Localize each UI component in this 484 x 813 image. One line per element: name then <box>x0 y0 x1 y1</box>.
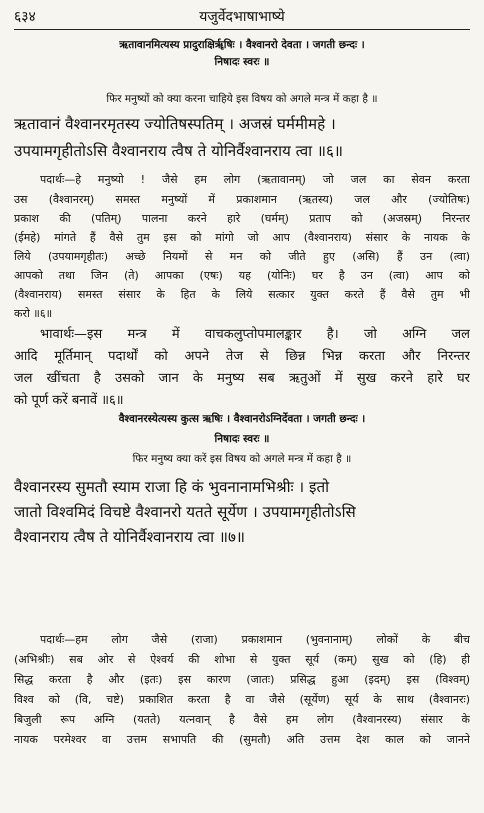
verse-7-line-3: वैश्वानराय त्वैष ते योनिर्वैश्वानराय त्वा ॥७॥ <box>14 528 245 546</box>
padartha-7-line: बिजुली रूप अग्नि (यतते) यत्नवान् है वैसे हम लोग (वैश्वानरस्य) संसार के <box>14 713 470 726</box>
bhavartha-6-line: को पूर्ण करें बनावें ॥६॥ <box>14 393 124 408</box>
page-header <box>14 4 470 28</box>
padartha-6-line: पदार्थः—हे मनुष्यो ! जैसे हम लोग (ऋतावानम्) जो जल का सेवन करता <box>40 173 470 186</box>
padartha-6-line: उस (वैश्वानरम्) समस्त मनुष्यों में प्रकाशमान (ऋतस्य) जल और (ज्योतिषः) <box>14 193 470 206</box>
svara-line-6: निषादः स्वरः ॥ <box>214 56 270 68</box>
header-rule <box>14 29 470 30</box>
svara-line-7: निषादः स्वरः ॥ <box>214 433 270 445</box>
running-title: यजुर्वेदभाषाभाष्ये <box>199 9 285 25</box>
padartha-6-line: करो ॥६॥ <box>14 307 53 320</box>
padartha-7-line: नायक परमेश्वर वा उत्तम सभापति की (सुमतौ) अति उत्तम देश काल को जानने <box>14 733 470 746</box>
padartha-6-line: लिये (उपयामगृहीतः) अच्छे नियमों से मन को जीते हुए (असि) हैं उन (त्वा) <box>14 250 470 263</box>
intro-6: फिर मनुष्यों को क्या करना चाहिये इस विषय को अगले मन्त्र में कहा है ॥ <box>106 93 378 105</box>
padartha-7-line: सिद्ध करता है और (इतः) इस कारण (जातः) प्रसिद्ध हुआ (इदम्) इस (विश्वम्) <box>14 673 470 686</box>
bhavartha-6-line: जल खींचता है उसको जान के मनुष्य सब ऋतुओं में सुख करने हारे घर <box>14 371 470 386</box>
bhavartha-6-line: भावार्थः—इस मन्त्र में वाचकलुप्तोपमालङ्कार है। जो अग्नि जल <box>40 327 470 342</box>
rishi-line-7: वैश्वानरस्येत्यस्य कुत्स ऋषिः । वैश्वानरोऽग्निर्देवता । जगती छन्दः । <box>118 413 366 425</box>
padartha-6-line: (ईमहे) मांगते हैं वैसे तुम इस को मांगो जो आप (वैश्वानराय) संसार के नायक के <box>14 231 470 244</box>
verse-6-line-2: उपयामगृहीतोऽसि वैश्वानराय त्वैष ते योनिर्वैश्वानराय त्वा ॥६॥ <box>14 142 343 160</box>
padartha-7-line: पदार्थः—हम लोग जैसे (राजा) प्रकाशमान (भुवनानाम्) लोकों के बीच <box>40 633 470 646</box>
padartha-6-line: आपको तथा जिन (ते) आपका (एषः) यह (योनिः) घर है उन (त्वा) आप को <box>14 269 470 282</box>
verse-7-line-1: वैश्वानरस्य सुमतौ स्याम राजा हि कं भुवनानामभिश्रीः । इतो <box>14 478 330 496</box>
verse-7-line-2: जातो विश्वमिदं विचष्टे वैश्वानरो यतते सूर्येण । उपयामगृहीतोऽसि <box>14 503 356 521</box>
padartha-7-line: विश्व को (वि, चष्टे) प्रकाशित करता है वा जैसे (सूर्येण) सूर्य के साथ (वैश्वानरः) <box>14 693 470 706</box>
padartha-6-line: (वैश्वानराय) समस्त संसार के हित के लिये सत्कार युक्त करते हैं वैसे तुम भी <box>14 288 470 301</box>
rishi-line-6: ऋतावानमित्यस्य प्रादुराक्षिर्ॠषिः । वैश्वानरो देवता । जगती छन्दः । <box>119 39 365 51</box>
padartha-7-line: (अभिश्रीः) सब ओर से ऐश्वर्य की शोभा से युक्त सूर्य (कम्) सुख को (हि) ही <box>14 653 470 666</box>
bhavartha-6-line: आदि मूर्तिमान् पदार्थों को अपने तेज से छिन्न भिन्न करता और निरन्तर <box>14 349 470 364</box>
verse-6-line-1: ऋतावानं वैश्वानरमृतस्य ज्योतिषस्पतिम् । अजस्रं घर्ममीमहे । <box>14 115 336 133</box>
page-number: ६३४ <box>14 9 36 25</box>
padartha-6-line: प्रकाश की (पतिम्) पालना करने हारे (घर्मम्) प्रताप को (अजस्रम्) निरन्तर <box>14 212 470 225</box>
intro-7: फिर मनुष्य क्या करें इस विषय को अगले मन्त्र में कहा है ॥ <box>132 453 352 465</box>
